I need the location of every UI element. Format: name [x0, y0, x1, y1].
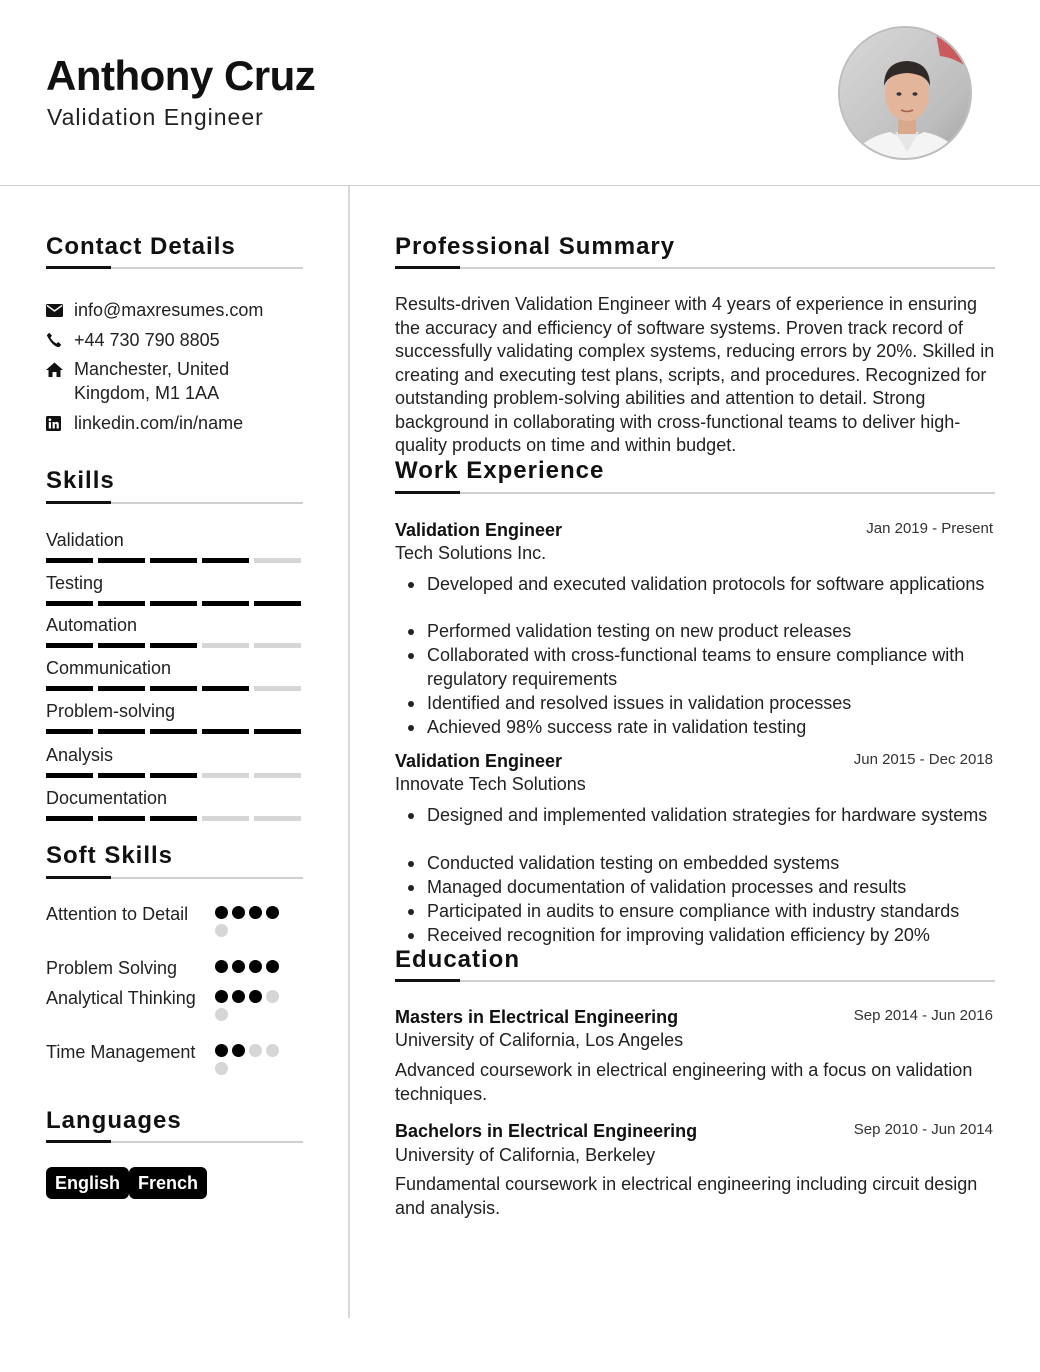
education-dates: Sep 2014 - Jun 2016: [853, 1007, 993, 1024]
skill-item: [46, 744, 302, 778]
phone-icon: [46, 328, 74, 352]
skill-level-bar: [46, 729, 302, 734]
skill-item: [46, 529, 302, 563]
soft-skill-item: [46, 902, 302, 926]
education-dates: Sep 2010 - Jun 2014: [853, 1121, 993, 1138]
skill-level-segment: [98, 816, 145, 821]
rating-dot: [215, 906, 228, 919]
education-description: Fundamental coursework in electrical engineering including circuit design and analysis.: [395, 1174, 978, 1218]
contact-section-title: Contact Details: [46, 233, 236, 260]
skill-label: Documentation: [46, 788, 168, 808]
skill-item: [46, 614, 302, 648]
job-title: Validation Engineer: [395, 520, 563, 540]
language-badge-french: French: [129, 1167, 207, 1199]
contact-phone[interactable]: [46, 328, 274, 352]
rating-dot: [215, 1062, 228, 1075]
skill-level-bar: [46, 816, 302, 821]
skill-label: Problem-solving: [46, 701, 176, 721]
soft-skill-item: [46, 986, 302, 1010]
list-item: Performed validation testing on new product releases: [427, 619, 1007, 643]
skill-item: [46, 657, 302, 691]
skill-item: [46, 572, 302, 606]
skill-level-segment: [98, 773, 145, 778]
rating-dot: [249, 990, 262, 1003]
education-section-rule: [395, 980, 995, 982]
job-title: Validation Engineer: [395, 751, 563, 771]
language-badge-english: English: [46, 1167, 129, 1199]
candidate-name: Anthony Cruz: [46, 52, 316, 99]
soft-skill-item: [46, 956, 302, 980]
skill-level-segment: [46, 773, 93, 778]
contact-email[interactable]: [46, 298, 274, 322]
column-divider: [348, 186, 350, 1318]
profile-photo: [838, 26, 972, 160]
experience-section-title: Work Experience: [395, 457, 605, 484]
list-item: Received recognition for improving validation efficiency by 20%: [427, 923, 1007, 947]
skill-level-segment: [150, 643, 197, 648]
contact-address-text: Manchester, United Kingdom, M1 1AA: [74, 359, 230, 403]
skill-level-segment: [98, 686, 145, 691]
skill-label: Validation: [46, 530, 124, 550]
skill-label: Analysis: [46, 745, 114, 765]
skill-level-segment: [202, 643, 249, 648]
skill-level-segment: [202, 558, 249, 563]
job-bullets: [427, 803, 1007, 947]
rating-dot: [249, 960, 262, 973]
skill-level-segment: [46, 558, 93, 563]
skill-level-segment: [98, 643, 145, 648]
job-bullets: [427, 572, 1007, 739]
skill-level-segment: [98, 601, 145, 606]
rating-dot: [215, 960, 228, 973]
rating-dot: [215, 1044, 228, 1057]
rating-dot: [232, 1044, 245, 1057]
rating-dot: [266, 960, 279, 973]
skill-level-segment: [46, 601, 93, 606]
list-item: Managed documentation of validation processes and results: [427, 875, 1007, 899]
list-item: Developed and executed validation protocols for software applications: [427, 572, 1007, 596]
skill-level-bar: [46, 558, 302, 563]
education-school: University of California, Los Angeles: [395, 1030, 684, 1050]
list-item: Conducted validation testing on embedded systems: [427, 851, 1007, 875]
skill-level-segment: [254, 816, 301, 821]
languages-section-rule: [46, 1141, 303, 1143]
skill-level-segment: [46, 643, 93, 648]
skill-level-segment: [150, 686, 197, 691]
skill-level-segment: [150, 601, 197, 606]
skills-section-title: Skills: [46, 467, 115, 494]
skill-level-segment: [46, 729, 93, 734]
skill-label: Testing: [46, 573, 104, 593]
skill-level-segment: [202, 816, 249, 821]
skill-level-segment: [46, 816, 93, 821]
soft-skill-rating: [215, 1044, 295, 1080]
profile-photo-portrait: [840, 28, 972, 160]
experience-section-rule: [395, 492, 995, 494]
skill-level-segment: [202, 601, 249, 606]
rating-dot: [232, 960, 245, 973]
skill-level-segment: [254, 686, 301, 691]
soft-skill-rating: [215, 990, 295, 1026]
rating-dot: [232, 990, 245, 1003]
soft-skill-rating: [215, 960, 295, 978]
job-dates: Jan 2019 - Present: [866, 520, 993, 537]
skills-section-rule: [46, 502, 303, 504]
education-description: Advanced coursework in electrical engineering with a focus on validation techniques.: [395, 1060, 973, 1104]
education-degree: Masters in Electrical Engineering: [395, 1007, 679, 1027]
contact-section-rule: [46, 267, 303, 269]
skill-level-segment: [46, 686, 93, 691]
rating-dot: [215, 990, 228, 1003]
list-item: Participated in audits to ensure compliance with industry standards: [427, 899, 1007, 923]
summary-section-title: Professional Summary: [395, 233, 676, 260]
skill-level-segment: [254, 773, 301, 778]
skill-level-segment: [254, 643, 301, 648]
summary-section-rule: [395, 267, 995, 269]
envelope-icon: [46, 298, 74, 322]
skill-level-segment: [98, 729, 145, 734]
list-item: Achieved 98% success rate in validation testing: [427, 715, 1007, 739]
contact-phone-text: +44 730 790 8805: [74, 330, 220, 350]
skill-label: Communication: [46, 658, 172, 678]
contact-address: [46, 357, 274, 405]
languages-section-title: Languages: [46, 1107, 182, 1134]
skill-level-bar: [46, 601, 302, 606]
rating-dot: [266, 906, 279, 919]
skill-level-segment: [202, 773, 249, 778]
rating-dot: [266, 990, 279, 1003]
summary-text: Results-driven Validation Engineer with 4 years of experience in ensuring the accuracy and efficiency of software systems. Proven track record of successfully validating complex systems, reducing errors by 20%. Skilled in creating and executing test plans, scripts, and procedures. Recognized for outstanding problem-solving abilities and attention to detail. Strong background in collaborating with cross-functional teams to deliver high-quality products on time and within budget.: [395, 294, 995, 455]
soft-skill-label: Problem Solving: [46, 958, 178, 978]
skill-level-bar: [46, 643, 302, 648]
skill-level-segment: [150, 816, 197, 821]
rating-dot: [215, 924, 228, 937]
job-company: Tech Solutions Inc.: [395, 543, 547, 563]
skill-level-segment: [254, 601, 301, 606]
skill-level-segment: [202, 729, 249, 734]
rating-dot: [266, 1044, 279, 1057]
skill-item: [46, 700, 302, 734]
education-section-title: Education: [395, 946, 521, 973]
soft-skills-section-title: Soft Skills: [46, 842, 174, 869]
soft-skill-item: [46, 1040, 302, 1064]
skill-level-bar: [46, 773, 302, 778]
job-company: Innovate Tech Solutions: [395, 774, 586, 794]
skill-level-segment: [150, 729, 197, 734]
candidate-role: Validation Engineer: [47, 104, 264, 130]
education-school: University of California, Berkeley: [395, 1145, 656, 1165]
skill-item: [46, 787, 302, 821]
linkedin-icon: [46, 411, 74, 435]
contact-email-text: info@maxresumes.com: [74, 300, 264, 320]
job-dates: Jun 2015 - Dec 2018: [853, 751, 993, 768]
skill-level-segment: [254, 558, 301, 563]
skill-level-segment: [98, 558, 145, 563]
home-icon: [46, 357, 74, 381]
skill-level-segment: [202, 686, 249, 691]
rating-dot: [249, 906, 262, 919]
contact-linkedin-text: linkedin.com/in/name: [74, 413, 244, 433]
education-degree: Bachelors in Electrical Engineering: [395, 1121, 698, 1141]
skill-level-bar: [46, 686, 302, 691]
resume-header: [0, 0, 1040, 186]
soft-skill-rating: [215, 906, 295, 942]
skill-level-segment: [254, 729, 301, 734]
list-item: Collaborated with cross-functional teams to ensure compliance with regulatory requirements: [427, 643, 1007, 691]
list-item: Identified and resolved issues in validation processes: [427, 691, 1007, 715]
soft-skill-label: Time Management: [46, 1042, 196, 1062]
rating-dot: [215, 1008, 228, 1021]
rating-dot: [249, 1044, 262, 1057]
soft-skill-label: Attention to Detail: [46, 904, 189, 924]
list-item: Designed and implemented validation strategies for hardware systems: [427, 803, 1007, 827]
skill-level-segment: [150, 773, 197, 778]
skill-level-segment: [150, 558, 197, 563]
skill-label: Automation: [46, 615, 138, 635]
soft-skill-label: Analytical Thinking: [46, 988, 196, 1008]
rating-dot: [232, 906, 245, 919]
soft-skills-section-rule: [46, 877, 303, 879]
contact-linkedin[interactable]: [46, 411, 274, 435]
